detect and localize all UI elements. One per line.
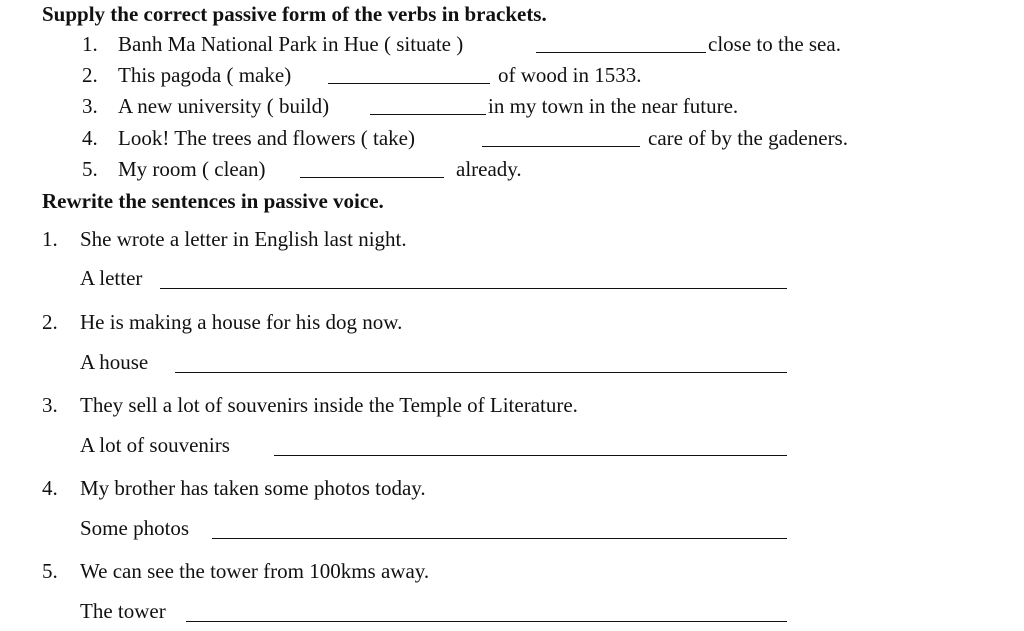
item-text-after: in my town in the near future. (488, 94, 739, 118)
original-sentence: He is making a house for his dog now. (80, 310, 403, 334)
item-number: 2. (82, 63, 98, 87)
item-text-before: Banh Ma National Park in Hue ( situate ) (118, 32, 464, 56)
item-number: 5. (42, 559, 58, 583)
original-sentence: They sell a lot of souvenirs inside the Temple of Literature. (80, 393, 578, 417)
answer-blank[interactable] (328, 83, 490, 84)
rewrite-answer-line[interactable] (212, 538, 787, 539)
item-number: 2. (42, 310, 58, 334)
rewrite-answer-line[interactable] (274, 455, 787, 456)
item-text-before: This pagoda ( make) (118, 63, 292, 87)
rewrite-start: A lot of souvenirs (80, 433, 230, 457)
answer-blank[interactable] (482, 146, 640, 147)
item-number: 3. (82, 94, 98, 118)
original-sentence: We can see the tower from 100kms away. (80, 559, 430, 583)
item-number: 3. (42, 393, 58, 417)
rewrite-answer-line[interactable] (186, 621, 787, 622)
item-text-after: already. (456, 157, 522, 181)
answer-blank[interactable] (300, 177, 444, 178)
item-text-before: A new university ( build) (118, 94, 330, 118)
item-text-after: of wood in 1533. (498, 63, 642, 87)
item-number: 5. (82, 157, 98, 181)
exercise1-heading: Supply the correct passive form of the verbs in brackets. (42, 2, 547, 26)
rewrite-answer-line[interactable] (160, 288, 787, 289)
original-sentence: She wrote a letter in English last night. (80, 227, 407, 251)
item-number: 4. (82, 126, 98, 150)
answer-blank[interactable] (370, 114, 486, 115)
item-number: 4. (42, 476, 58, 500)
item-text-before: My room ( clean) (118, 157, 266, 181)
item-text-after: care of by the gadeners. (648, 126, 848, 150)
item-text-before: Look! The trees and flowers ( take) (118, 126, 415, 150)
rewrite-start: A house (80, 350, 149, 374)
rewrite-answer-line[interactable] (175, 372, 787, 373)
item-number: 1. (82, 32, 98, 56)
rewrite-start: Some photos (80, 516, 190, 540)
exercise2-heading: Rewrite the sentences in passive voice. (42, 189, 384, 213)
original-sentence: My brother has taken some photos today. (80, 476, 426, 500)
rewrite-start: A letter (80, 266, 143, 290)
answer-blank[interactable] (536, 52, 706, 53)
rewrite-start: The tower (80, 599, 166, 623)
item-number: 1. (42, 227, 58, 251)
item-text-after: close to the sea. (708, 32, 841, 56)
